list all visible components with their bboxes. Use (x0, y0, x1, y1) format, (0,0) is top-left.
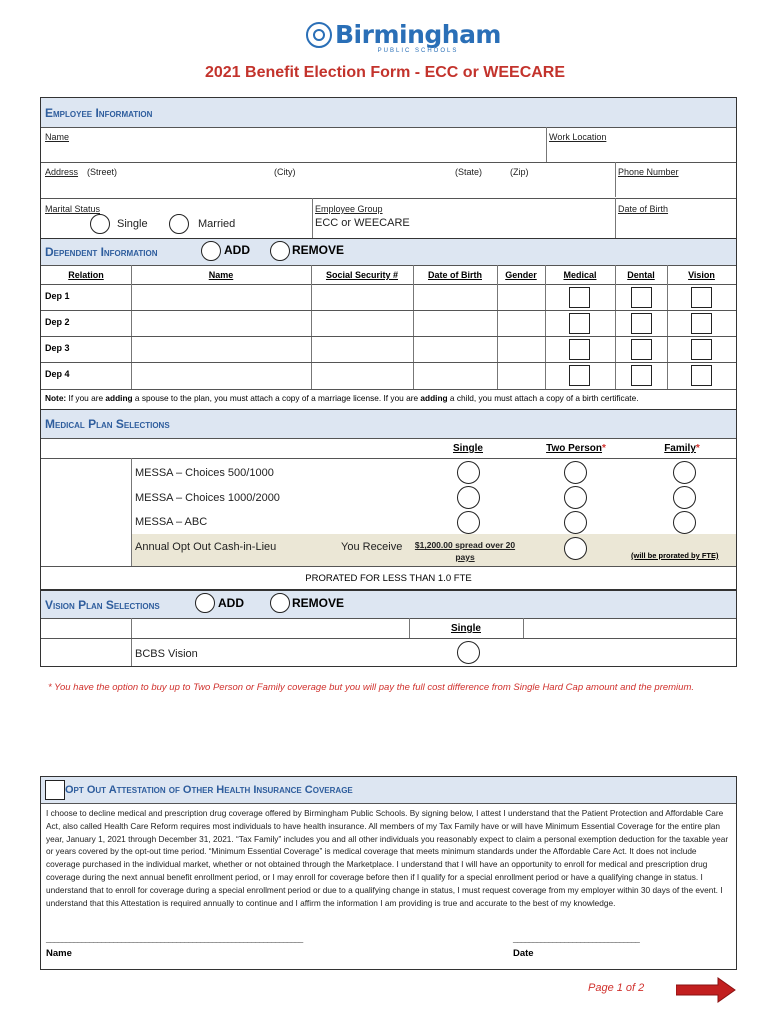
vision-remove-radio[interactable] (270, 593, 290, 613)
medical-section (40, 409, 737, 590)
medical-heading: Medical Plan Selections (45, 417, 170, 431)
marital-status-label: Marital Status (45, 204, 101, 214)
married-label: Married (198, 218, 236, 230)
plan-name: MESSA – ABC (135, 516, 208, 528)
row-label: Dep 2 (45, 317, 70, 327)
work-location-label: Work Location (549, 132, 607, 142)
dependent-heading-band (41, 239, 736, 265)
vision-add-radio[interactable] (195, 593, 215, 613)
logo (306, 22, 501, 56)
attest-heading: Opt Out Attestation of Other Health Insurance Coverage (65, 784, 353, 796)
zip-label: (Zip) (510, 167, 529, 177)
medical-heading-band (41, 410, 736, 438)
state-label: (State) (455, 167, 483, 177)
plan2-single-radio[interactable] (457, 486, 480, 509)
col-medical: Medical (563, 270, 597, 280)
signature-date-label: Date (513, 948, 534, 959)
plan1-single-radio[interactable] (457, 461, 480, 484)
coverage-footnote: * You have the option to buy up to Two Person or Family coverage but you will pay the full cost difference from Single Hard Cap amount and the premium. (48, 682, 694, 693)
table-row (41, 336, 736, 362)
optout-checkbox[interactable] (45, 780, 65, 800)
plan-name: MESSA – Choices 500/1000 (135, 467, 274, 479)
employee-section (40, 97, 737, 239)
street-label: (Street) (87, 167, 118, 177)
plan2-family-radio[interactable] (673, 486, 696, 509)
dependent-add-label: ADD (224, 243, 250, 257)
page-indicator: Page 1 of 2 (588, 982, 645, 994)
vision-section (40, 590, 737, 667)
vision-add-label: ADD (218, 596, 244, 610)
table-row (41, 284, 736, 310)
employee-heading: Employee Information (45, 106, 153, 120)
vision-col-single: Single (450, 623, 481, 634)
plan3-two-radio[interactable] (564, 511, 587, 534)
employee-group-value: ECC or WEECARE (315, 217, 410, 229)
next-page-arrow-icon[interactable] (676, 977, 736, 1003)
employee-heading-band (41, 98, 736, 127)
plan-name: MESSA – Choices 1000/2000 (135, 492, 280, 504)
you-receive-label: You Receive (341, 541, 403, 553)
dependent-remove-radio[interactable] (270, 241, 290, 261)
dob-field[interactable] (616, 216, 736, 236)
globe-icon (306, 22, 332, 48)
medical-checkbox[interactable] (569, 339, 590, 360)
medical-checkbox[interactable] (569, 313, 590, 334)
address-label: Address (45, 167, 79, 177)
table-row (41, 362, 736, 389)
logo-subtitle: PUBLIC SCHOOLS (377, 48, 459, 54)
signature-name-label: Name (46, 948, 72, 959)
name-label: Name (45, 132, 70, 142)
vision-single-radio[interactable] (457, 641, 480, 664)
vision-heading-band (41, 591, 736, 618)
attest-heading-band (41, 777, 736, 803)
phone-field[interactable] (616, 178, 736, 198)
col-gender: Gender (505, 270, 537, 280)
dob-label: Date of Birth (618, 204, 669, 214)
prorated-less-note: PRORATED FOR LESS THAN 1.0 FTE (305, 573, 472, 584)
signature-line[interactable]: _________________________________________________________________ (46, 934, 303, 943)
table-row (41, 310, 736, 336)
attest-body: I choose to decline medical and prescription drug coverage offered by Birmingham Public Schools. By signing below, I attest I understand that the Patient Protection and Affordable Care Act, also called Health Care Reform requires most individuals to have health insurance. All members of my Tax Family have or will have Minimum Essential Coverage for the entire plan year, January 1, 2021 through December 31, 2021. “Tax Family” includes you and all other individuals you reasonably expect to claim a personal exemption deduction for the taxable year or years covered by the opt-out time period. “Minimum Essential Coverage” is medical coverage that meets minimum standards under the Affordable Care Act. It does not include coverage purchased in the individual market, whether or not obtained through the Marketplace. I understand that I will have an opportunity to enroll for medical and prescription drug coverage during the next annual benefit enrollment period, or I may enroll for coverage before then if I qualify for a special enrollment period or have a qualifying change in status. I understand that to enroll for coverage during a special enrollment period or due to a qualifying change in status, I must request coverage from my employer within 30 days of the event. I understand that this Attestation is required annually to continue and I affirm the information I am providing is true and accurate to the best of my knowledge. (46, 808, 729, 908)
phone-label: Phone Number (618, 167, 679, 177)
med-col-single: Single (452, 443, 483, 454)
col-ssn: Social Security # (325, 270, 399, 280)
optout-amount: $1,200.00 spread over 20 pays (414, 540, 516, 562)
optout-attestation-section (40, 776, 737, 970)
dependent-remove-label: REMOVE (292, 243, 345, 257)
form-title: 2021 Benefit Election Form - ECC or WEECARE (204, 64, 566, 81)
optout-label: Annual Opt Out Cash-in-Lieu (135, 541, 277, 553)
med-col-two: Two Person* (546, 443, 606, 454)
dental-checkbox[interactable] (631, 313, 652, 334)
dental-checkbox[interactable] (631, 365, 652, 386)
row-label: Dep 1 (45, 291, 70, 301)
col-dob: Date of Birth (428, 270, 482, 280)
plan2-two-radio[interactable] (564, 486, 587, 509)
logo-name: Birmingham (335, 20, 501, 49)
row-label: Dep 4 (45, 369, 70, 379)
col-relation: Relation (68, 270, 104, 280)
vision-remove-label: REMOVE (292, 596, 345, 610)
vision-checkbox[interactable] (691, 313, 712, 334)
medical-checkbox[interactable] (569, 365, 590, 386)
medical-checkbox[interactable] (569, 287, 590, 308)
plan1-two-radio[interactable] (564, 461, 587, 484)
plan3-family-radio[interactable] (673, 511, 696, 534)
marital-married-radio[interactable] (169, 214, 189, 234)
employee-name-field[interactable] (41, 142, 546, 162)
dependent-note: Note: If you are adding a spouse to the plan, you must attach a copy of a marriage license. If you are adding a child, you must attach a copy of a birth certificate. (45, 393, 639, 403)
col-name: Name (208, 270, 234, 280)
col-dental: Dental (627, 270, 655, 280)
vision-checkbox[interactable] (691, 339, 712, 360)
marital-single-radio[interactable] (90, 214, 110, 234)
single-label: Single (117, 218, 148, 230)
med-col-family: Family* (664, 443, 700, 454)
work-location-field[interactable] (547, 142, 735, 162)
vision-heading: Vision Plan Selections (45, 598, 160, 612)
vision-checkbox[interactable] (691, 287, 712, 308)
dependent-section (40, 238, 737, 410)
vision-checkbox[interactable] (691, 365, 712, 386)
dependent-add-radio[interactable] (201, 241, 221, 261)
city-label: (City) (274, 167, 296, 177)
prorated-fte-note: (will be prorated by FTE) (631, 551, 719, 560)
employee-group-label: Employee Group (315, 204, 383, 214)
dental-checkbox[interactable] (631, 287, 652, 308)
col-vision: Vision (688, 270, 715, 280)
plan1-family-radio[interactable] (673, 461, 696, 484)
optout-radio[interactable] (564, 537, 587, 560)
dependent-heading: Dependent Information (45, 245, 158, 259)
address-field[interactable] (41, 178, 615, 198)
dental-checkbox[interactable] (631, 339, 652, 360)
vision-plan-name: BCBS Vision (135, 648, 198, 660)
date-line[interactable]: ________________________________ (513, 934, 640, 943)
plan3-single-radio[interactable] (457, 511, 480, 534)
row-label: Dep 3 (45, 343, 70, 353)
